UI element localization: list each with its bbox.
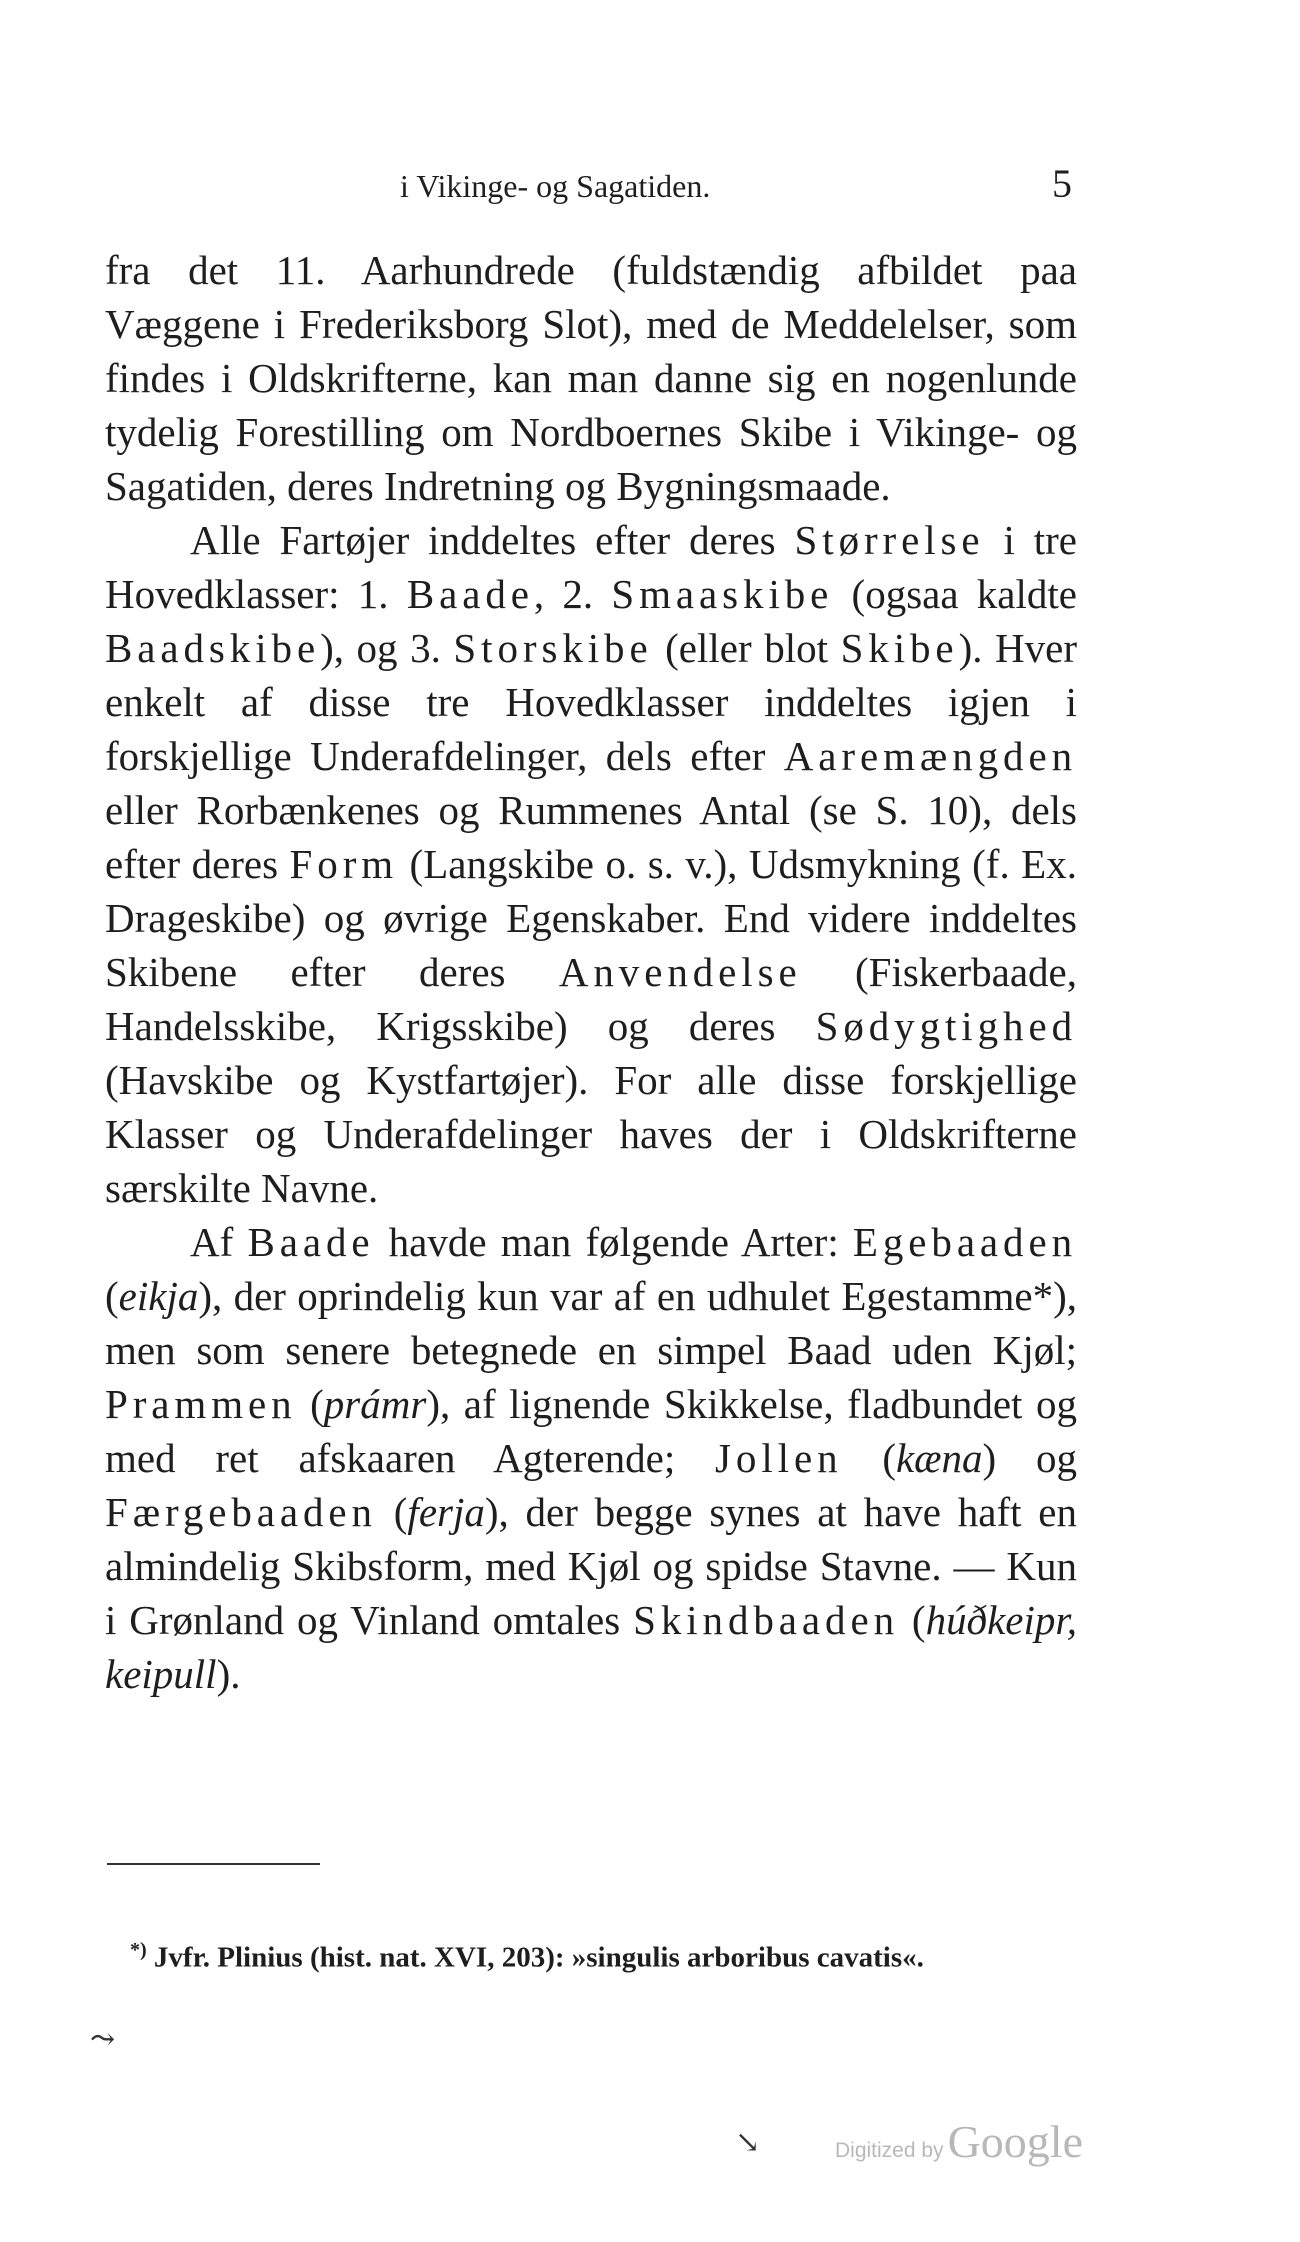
text-run: ( bbox=[842, 1435, 896, 1481]
spaced-term: Aaremængden bbox=[783, 733, 1077, 779]
text-run: ( bbox=[899, 1597, 926, 1643]
text-run: fra det 11. Aarhundrede (fuldstændig afbildet paa Væggene i Frederiksborg Slot), med de Meddelelser, som findes i Oldskrifterne, kan man danne sig en nogenlunde tydelig Forestilling om Nordboernes Skibe i Vikinge- og Sagatiden, deres Indretning og Bygningsmaade. bbox=[105, 247, 1077, 509]
text-run: (ogsaa kaldte bbox=[833, 571, 1077, 617]
spaced-term: Anvendelse bbox=[558, 949, 802, 995]
spaced-term: Skindbaaden bbox=[633, 1597, 900, 1643]
text-run: ), og 3. bbox=[320, 625, 454, 671]
text-run: ( bbox=[376, 1489, 408, 1535]
old-norse-term: ferja bbox=[407, 1489, 485, 1535]
footnote-text: Jvfr. Plinius (hist. nat. XVI, 203): »singulis arboribus cavatis«. bbox=[153, 1941, 924, 1974]
old-norse-term: eikja bbox=[118, 1273, 199, 1319]
old-norse-term: húðkeipr, keipull bbox=[105, 1597, 1078, 1697]
spaced-term: Skibe bbox=[840, 625, 959, 671]
printer-mark-icon: ⤳ bbox=[90, 2023, 116, 2056]
text-run: ), der begge synes at have haft en almindelig Skibsform, med Kjøl og spidse Stavne. — Kun i Grønland og Vinland omtales bbox=[105, 1489, 1077, 1643]
paragraph-3 bbox=[105, 1215, 1077, 1701]
text-run: (Fiskerbaade, Handelsskibe, Krigsskibe) og deres bbox=[105, 949, 1077, 1049]
text-run: Af bbox=[190, 1219, 248, 1265]
old-norse-term: prámr bbox=[323, 1381, 427, 1427]
spaced-term: Egebaaden bbox=[852, 1219, 1078, 1265]
spaced-term: Baade bbox=[247, 1219, 375, 1265]
spaced-term: Baade bbox=[406, 571, 534, 617]
spaced-term: Prammen bbox=[105, 1381, 297, 1427]
spaced-term: Sødygtighed bbox=[815, 1003, 1077, 1049]
text-run: ), af lignende Skikkelse, fladbundet og med ret afskaaren Agterende; bbox=[105, 1381, 1077, 1481]
spaced-term: Jollen bbox=[715, 1435, 843, 1481]
text-run: (Langskibe o. s. v.), Udsmykning (f. Ex. Drageskibe) og øvrige Egenskaber. End videre inddeltes Skibene efter deres bbox=[105, 841, 1077, 995]
ink-mark-icon: ↘ bbox=[735, 2126, 761, 2159]
text-run: ( bbox=[105, 1273, 119, 1319]
body-text bbox=[105, 243, 1077, 1701]
spaced-term: Færgebaaden bbox=[105, 1489, 377, 1535]
spaced-term: Form bbox=[289, 841, 399, 887]
text-run: , 2. bbox=[533, 571, 612, 617]
old-norse-term: kæna bbox=[895, 1435, 983, 1481]
text-run: ) og bbox=[982, 1435, 1078, 1481]
text-run: ). Hver enkelt af disse tre Hovedklasser inddeltes igjen i forskjellige Underafdelinger, dels efter bbox=[105, 625, 1077, 779]
google-logo: Google bbox=[947, 2116, 1083, 2167]
digitized-by-watermark bbox=[835, 2115, 1083, 2168]
paragraph-2 bbox=[105, 513, 1077, 1215]
watermark-prefix: Digitized by bbox=[835, 2139, 944, 2162]
text-run: Alle Fartøjer inddeltes efter deres bbox=[190, 517, 795, 563]
footnote-marker: *) bbox=[130, 1939, 147, 1961]
footnote bbox=[130, 1928, 1070, 1980]
paragraph-1 bbox=[105, 243, 1077, 513]
spaced-term: Baadskibe bbox=[105, 625, 321, 671]
text-run: (eller blot bbox=[652, 625, 841, 671]
footnote-divider bbox=[107, 1863, 320, 1865]
page-number: 5 bbox=[1052, 161, 1072, 206]
text-run: eller Rorbænkenes og Rummenes Antal (se S. 10), dels efter deres bbox=[105, 787, 1077, 887]
text-run: havde man følgende Arter: bbox=[374, 1219, 853, 1265]
spaced-term: Størrelse bbox=[794, 517, 985, 563]
text-run: i tre Hovedklasser: 1. bbox=[105, 517, 1078, 617]
text-run: (Havskibe og Kystfartøjer). For alle disse forskjellige Klasser og Underafdelinger haves der i Oldskrifterne særskilte Navne. bbox=[105, 1057, 1077, 1211]
spaced-term: Smaaskibe bbox=[611, 571, 834, 617]
text-run: ). bbox=[216, 1651, 241, 1697]
running-title: i Vikinge- og Sagatiden. bbox=[400, 168, 711, 204]
text-run: ), der oprindelig kun var af en udhulet Egestamme*), men som senere betegnede en simpel Baad uden Kjøl; bbox=[105, 1273, 1077, 1373]
spaced-term: Storskibe bbox=[453, 625, 653, 671]
text-run: ( bbox=[296, 1381, 324, 1427]
